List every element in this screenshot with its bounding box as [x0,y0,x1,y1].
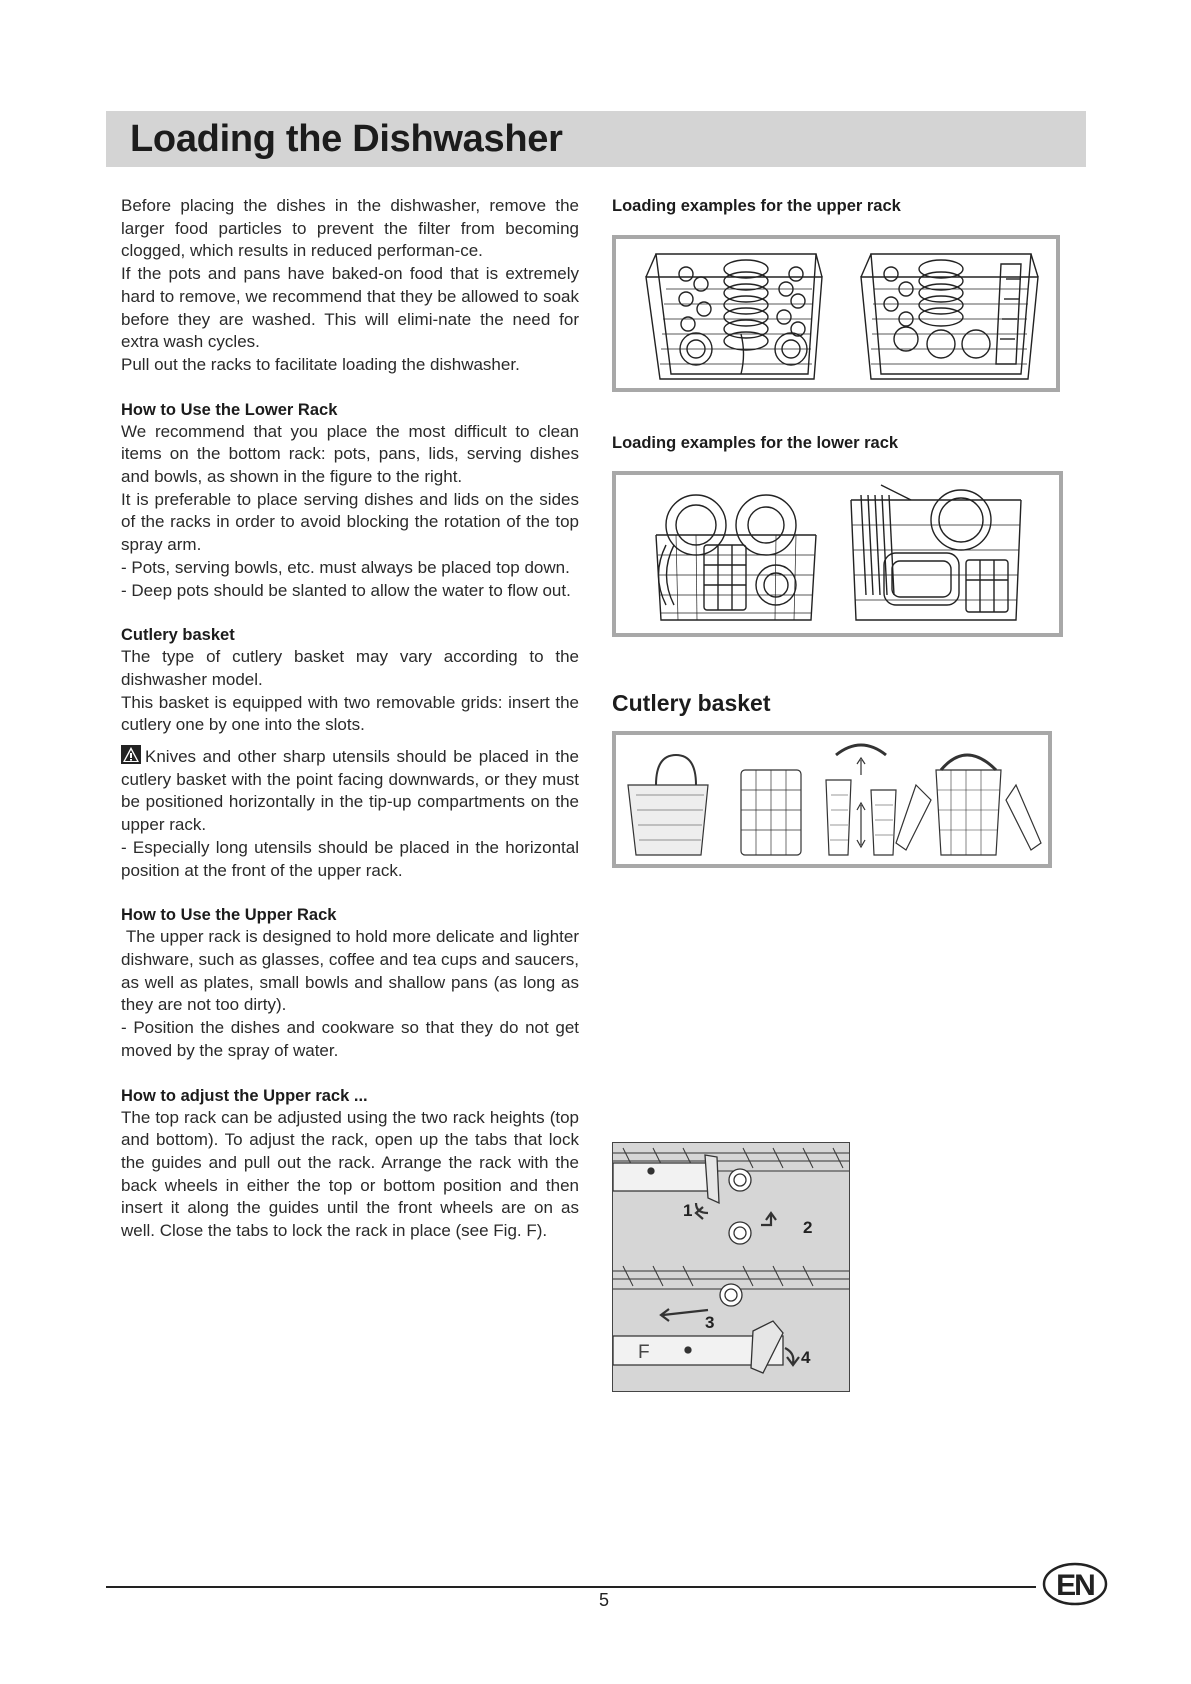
lower-rack-paragraph: It is preferable to place serving dishes and lids on the sides of the racks in order to avoid blocking the rotation of the top spray arm. [121,489,579,555]
left-column [121,195,584,1243]
upper-rack-illustration [616,239,1056,388]
language-badge [1042,1562,1108,1606]
page-title: Loading the Dishwasher [130,118,563,160]
footer-rule [106,1586,1036,1588]
cutlery-warning-text: Knives and other sharp utensils should be placed in the cutlery basket with the point facing downwards, or they must be positioned horizontally in the tip-up compartments on the upper rack. [121,747,579,835]
lower-rack-paragraph: - Deep pots should be slanted to allow the water to flow out. [121,580,571,600]
cutlery-note: - Especially long utensils should be placed in the horizontal position at the front of the upper rack. [121,837,579,880]
intro-paragraph: Pull out the racks to facilitate loading the dishwasher. [121,354,520,374]
lower-rack-figure [612,471,1063,637]
cutlery-paragraph: The type of cutlery basket may vary according to the dishwasher model. [121,647,579,689]
lower-rack-illustration [616,475,1059,633]
upper-rack-paragraph: The upper rack is designed to hold more delicate and lighter dishware, such as glasses, coffee and tea cups and saucers, as well as plates, small bowls and shallow pans (as long as they are not too dirty). [121,927,584,1015]
page-number: 5 [598,1590,609,1610]
cutlery-basket-title: Cutlery basket [612,690,771,716]
fig-f-label-2: 2 [803,1218,813,1237]
intro-paragraph: Before placing the dishes in the dishwasher, remove the larger food particles to prevent the filter from becoming clogged, which results in reduced performan-ce. [121,196,579,261]
lower-rack-paragraph: We recommend that you place the most difficult to clean items on the bottom rack: pots, pans, lids, serving dishes and bowls, as shown in the figure to the right. [121,421,579,487]
upper-rack-examples-label: Loading examples for the upper rack [612,197,901,215]
fig-f-label-4: 4 [801,1348,811,1367]
cutlery-paragraph: This basket is equipped with two removable grids: insert the cutlery one by one into the slots. [121,692,579,735]
cutlery-warning-paragraph [121,745,579,837]
cutlery-heading: Cutlery basket [121,626,235,645]
language-code: EN [1056,1569,1094,1602]
lower-rack-paragraph: - Pots, serving bowls, etc. must always be placed top down. [121,557,570,577]
intro-paragraph: If the pots and pans have baked-on food that is extremely hard to remove, we recommend that they be allowed to soak before they are washed. This will elimi-nate the need for extra wash cycles. [121,264,579,352]
upper-rack-figure [612,235,1060,392]
cutlery-basket-illustration [616,735,1048,864]
adjust-rack-paragraph: The top rack can be adjusted using the two rack heights (top and bottom). To adjust the rack, open up the tabs that lock the guides and pull out the rack. Arrange the rack with the back wheels in either the top or bottom position and then insert it along the guides until the front wheels are on as well. Close the tabs to lock the rack in place (see Fig. F). [121,1107,579,1241]
adjust-rack-heading: How to adjust the Upper rack ... [121,1086,368,1105]
upper-rack-paragraph: - Position the dishes and cookware so that they do not get moved by the spray of water. [121,1018,579,1060]
lower-rack-examples-label: Loading examples for the lower rack [612,434,899,452]
fig-f-label-3: 3 [705,1313,715,1332]
cutlery-basket-figure [612,731,1052,868]
lower-rack-heading: How to Use the Lower Rack [121,400,338,419]
rack-adjust-illustration [613,1143,849,1391]
rack-adjust-figure-f [612,1142,850,1392]
fig-f-letter: F [638,1342,650,1363]
fig-f-label-1: 1 [683,1201,693,1220]
warning-icon [121,745,141,764]
upper-rack-heading: How to Use the Upper Rack [121,906,337,925]
title-bar [106,111,1086,167]
